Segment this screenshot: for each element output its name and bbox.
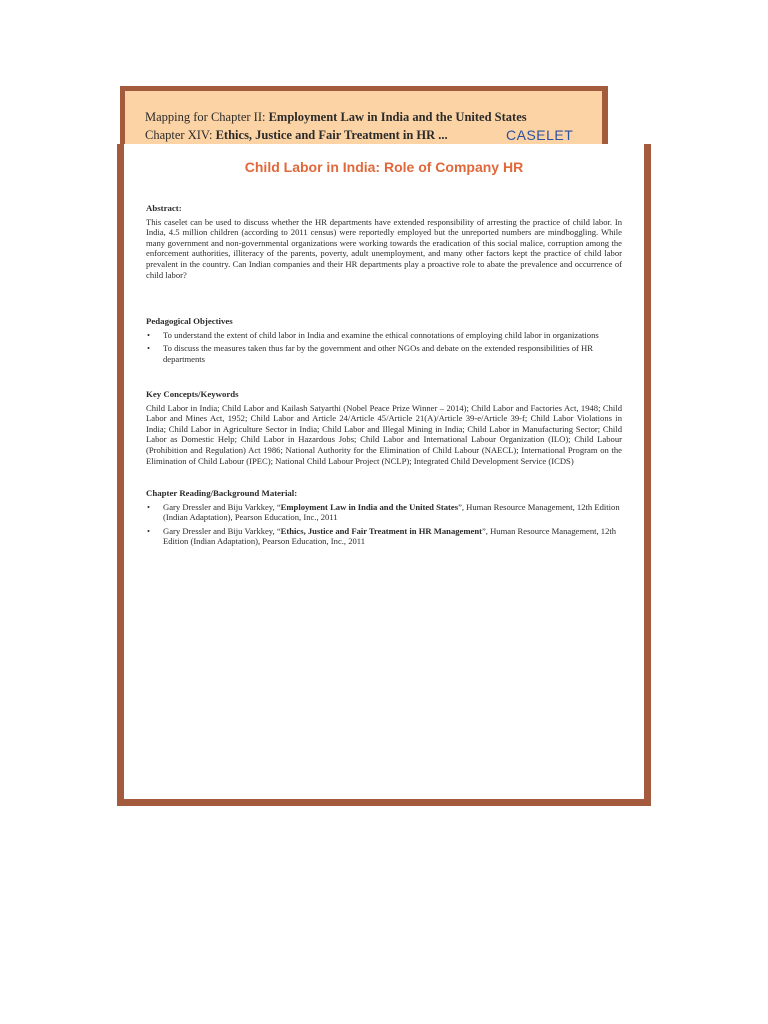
chapter-mapping-line-2-title: Ethics, Justice and Fair Treatment in HR ...	[215, 128, 448, 142]
chapter-mapping-line-2-prefix: Chapter XIV:	[145, 128, 216, 142]
objectives-list	[146, 330, 622, 365]
objectives-heading: Pedagogical Objectives	[146, 316, 233, 326]
chapter-mapping-line-2	[145, 128, 448, 143]
abstract-section	[146, 203, 622, 280]
list-item	[146, 502, 622, 523]
objectives-section	[146, 316, 622, 367]
reading-chapter-title: Employment Law in India and the United States	[280, 501, 459, 512]
reading-author: Gary Dressler and Biju Varkkey, “	[163, 501, 281, 512]
reading-heading: Chapter Reading/Background Material:	[146, 488, 298, 498]
reading-source: ”, Human Resource Management, 12th Edition (Indian Adaptation), Pearson Education, Inc., 2011	[163, 501, 620, 523]
keywords-heading: Key Concepts/Keywords	[146, 389, 239, 399]
abstract-text: This caselet can be used to discuss whether the HR departments have extended responsibility of arresting the practice of child labor. In India, 4.5 million children (according to 2011 census) were reportedly employed but the unreported numbers are mindboggling. While many government and non-governmental organizations were working towards the eradication of this social malice, corruption among the enforcement authorities, illiteracy of the parents, poverty, adult unemployment, and many other factors kept the practice of child labor prevalent in the country. Can Indian companies and their HR departments play a proactive role to abate the prevalence and occurrence of child labor?	[146, 216, 622, 280]
chapter-mapping-header	[120, 86, 608, 146]
list-item: • To discuss the measures taken thus far by the government and other NGOs and debate on the extended responsibilities of HR departments	[146, 343, 622, 364]
chapter-mapping-line-1-prefix: Mapping for Chapter II:	[145, 110, 269, 124]
document-title: Child Labor in India: Role of Company HR	[244, 159, 524, 175]
caselet-document-frame	[117, 144, 651, 806]
chapter-mapping-line-1	[145, 110, 527, 125]
keywords-text: Child Labor in India; Child Labor and Kailash Satyarthi (Nobel Peace Prize Winner – 2014); Child Labor and Factories Act, 1948; Child Labor and Mines Act, 1952; Child Labor and Article 24/Article 45/Article 21(A)/Article 39-e/Article 39-f; Child Labor Violations in India; Child Labor in Agriculture Sector in India; Child Labor and Illegal Mining in India; Child Labor in Manufacturing Sector; Child Labor as Domestic Help; Child Labor in Hazardous Jobs; Child Labor and International Labour Organization (ILO); Child Labour (Prohibition and Regulation) Act 1986; National Authority for the Elimination of Child Labour (NAECL); International Program on the Elimination of Child Labour (IPEC); National Child Labour Project (NCLP); Integrated Child Development Service (ICDS)	[146, 402, 622, 466]
chapter-mapping-line-1-title: Employment Law in India and the United States	[268, 110, 527, 124]
caselet-label: CASELET	[506, 127, 574, 143]
reading-source: ”, Human Resource Management, 12th Edition (Indian Adaptation), Pearson Education, Inc., 2011	[163, 525, 617, 547]
list-item	[146, 526, 622, 547]
list-item: • To understand the extent of child labor in India and examine the ethical connotations of employing child labor in organizations	[146, 330, 622, 341]
reading-chapter-title: Ethics, Justice and Fair Treatment in HR Management	[280, 525, 482, 536]
readings-list	[146, 502, 622, 547]
reading-author: Gary Dressler and Biju Varkkey, “	[163, 525, 281, 536]
reading-section	[146, 488, 622, 550]
abstract-heading: Abstract:	[146, 203, 182, 213]
keywords-section	[146, 389, 622, 466]
